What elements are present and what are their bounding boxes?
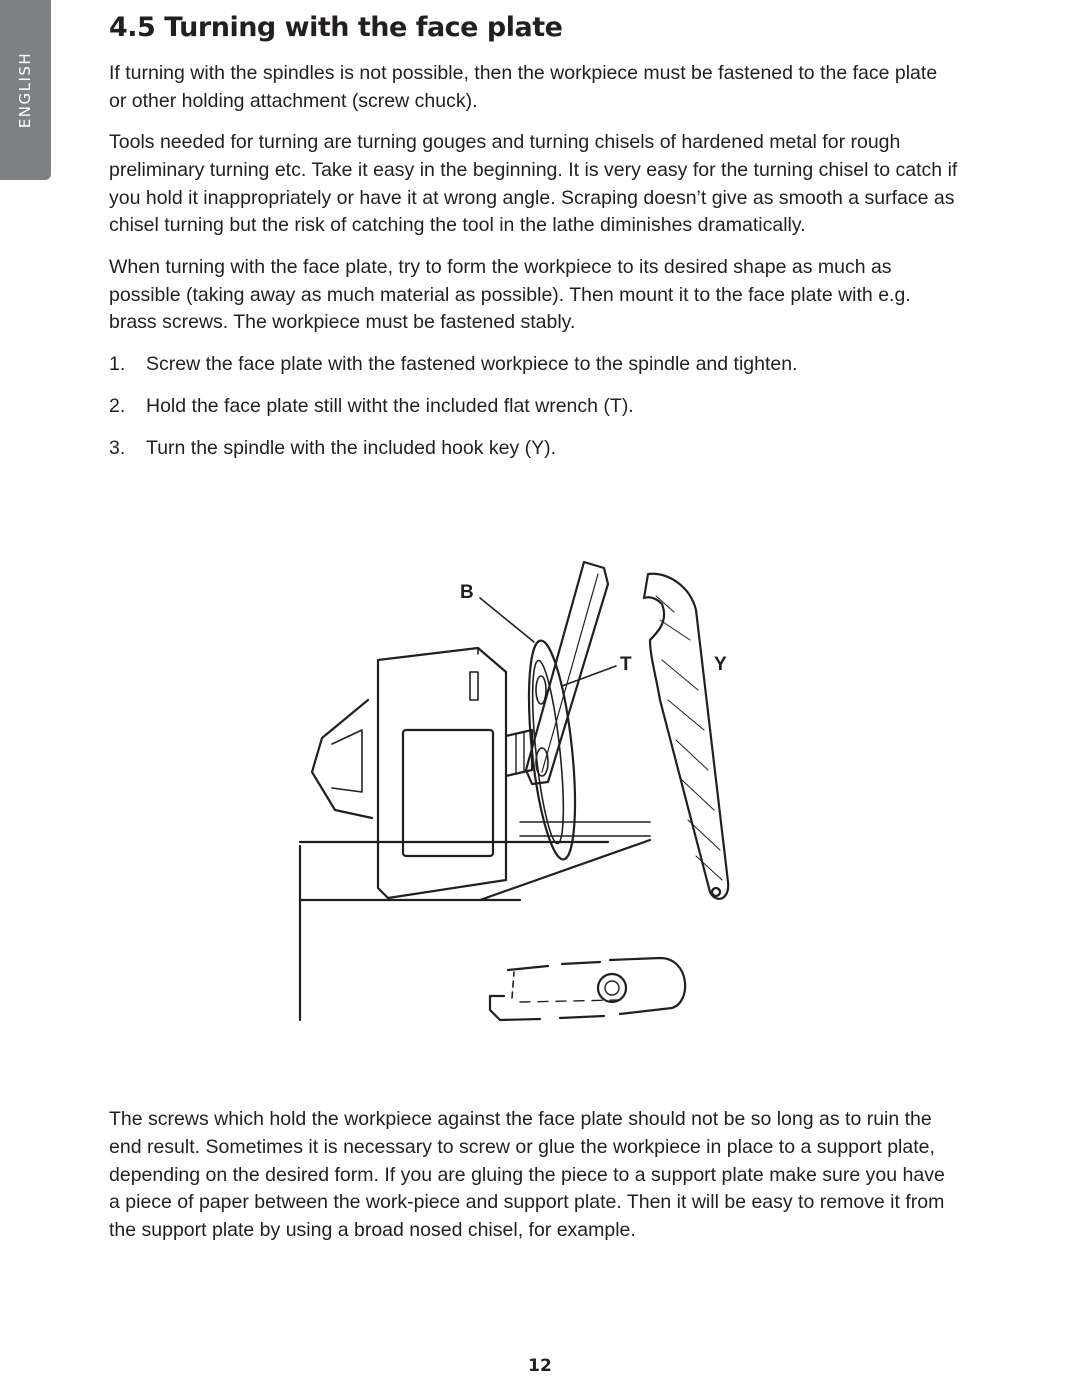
step-number: 2.	[109, 394, 126, 417]
headstock-window	[403, 730, 493, 856]
face-plate	[521, 639, 584, 862]
step-item	[109, 351, 959, 379]
label-leader-b	[480, 598, 534, 642]
label-t: T	[620, 654, 632, 675]
headstock-body	[378, 648, 506, 898]
main-content	[109, 60, 959, 478]
step-text: Hold the face plate still witht the included flat wrench (T).	[146, 394, 634, 417]
step-text: Turn the spindle with the included hook key (Y).	[146, 437, 557, 460]
lathe-bed-rails	[520, 822, 650, 836]
label-b: B	[460, 582, 474, 603]
label-y: Y	[714, 654, 727, 675]
spindle	[506, 730, 532, 776]
support-plate-paragraph: The screws which hold the workpiece against the face plate should not be so long as to ruin the end result. Sometimes it is necessary to screw or glue the workpiece in place to a support plate, depending on the desired form. If you are gluing the piece to a support plate make sure you have a piece of paper between the work-piece and support plate. Then it will be easy to remove it from the support plate by using a broad nosed chisel, for example.	[109, 1108, 945, 1242]
steps-list	[109, 351, 959, 463]
step-number: 3.	[109, 437, 126, 460]
motor-cover	[312, 700, 372, 818]
step-text: Screw the face plate with the fastened workpiece to the spindle and tighten.	[146, 352, 798, 375]
tool-rest-lock	[598, 974, 626, 1002]
intro-paragraph: If turning with the spindles is not possible, then the workpiece must be fastened to the face plate or other holding attachment (screw chuck).	[109, 62, 938, 112]
step-item	[109, 435, 959, 463]
step-item	[109, 393, 959, 421]
page-number: 12	[528, 1356, 552, 1376]
step-number: 1.	[109, 352, 126, 375]
tools-paragraph: Tools needed for turning are turning gouges and turning chisels of hardened metal for rough preliminary turning etc. Take it easy in the beginning. It is very easy for the turning chisel to catch if you hold it inappropriately or have it at wrong angle. Scraping doesn’t give as smooth a surface as chisel turning but the risk of catching the tool in the lathe diminishes dramatically.	[109, 131, 958, 237]
tool-rest	[490, 958, 685, 1020]
hook-key	[644, 574, 728, 899]
headstock-slot	[470, 672, 478, 700]
mounting-paragraph: When turning with the face plate, try to form the workpiece to its desired shape as much as possible (taking away as much material as possible). Then mount it to the face plate with e.g. brass screws. The workpiece must be fastened stably.	[109, 255, 911, 334]
lathe-bed	[300, 840, 650, 1020]
language-tab-label: ENGLISH	[16, 51, 34, 129]
label-leader-t	[562, 666, 616, 686]
page-title: 4.5 Turning with the face plate	[109, 12, 563, 43]
language-tab	[0, 0, 51, 180]
lathe-face-plate-illustration	[290, 560, 727, 1040]
